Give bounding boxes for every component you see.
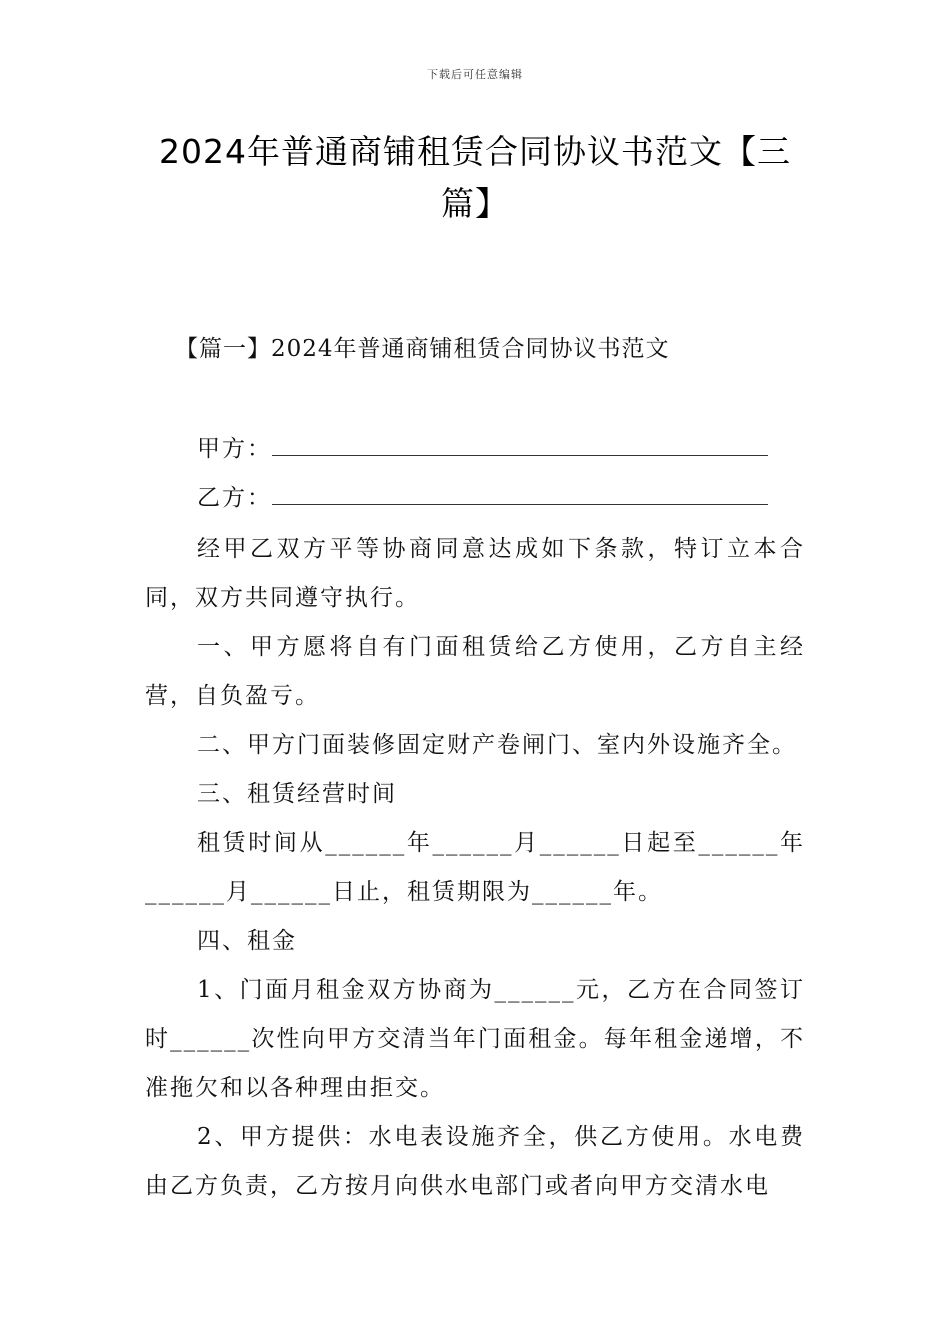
- party-b-blank: [272, 476, 768, 505]
- paragraph-rent-2: 2、甲方提供：水电表设施齐全，供乙方使用。水电费由乙方负责，乙方按月向供水电部门或者向甲方交清水电: [145, 1124, 805, 1199]
- party-b-label: 乙方：: [197, 485, 272, 511]
- party-a-label: 甲方：: [197, 436, 272, 462]
- paragraph-rent-1: 1、门面月租金双方协商为______元，乙方在合同签订时______次性向甲方交清当年门面租金。每年租金递增，不准拖欠和以各种理由拒交。: [145, 977, 805, 1101]
- paragraph-intro: 经甲乙双方平等协商同意达成如下条款，特订立本合同，双方共同遵守执行。: [145, 536, 805, 611]
- header-note: 下载后可任意编辑: [427, 68, 523, 81]
- document-title: 2024年普通商铺租赁合同协议书范文【三篇】: [159, 132, 791, 223]
- party-a-line: [145, 425, 805, 474]
- paragraph-clause-3-heading: 三、租赁经营时间: [197, 781, 397, 807]
- paragraph-clause-2: 二、甲方门面装修固定财产卷闸门、室内外设施齐全。: [197, 732, 797, 758]
- contract-body: [145, 525, 805, 1211]
- party-b-line: [145, 474, 805, 523]
- party-a-blank: [272, 427, 768, 456]
- party-block: [145, 425, 805, 523]
- paragraph-clause-1: 一、甲方愿将自有门面租赁给乙方使用，乙方自主经营，自负盈亏。: [145, 634, 805, 709]
- section-heading: 【篇一】2024年普通商铺租赁合同协议书范文: [175, 336, 670, 362]
- paragraph-lease-period: 租赁时间从______年______月______日起至______年______月______日止，租赁期限为______年。: [145, 830, 805, 905]
- paragraph-clause-4-heading: 四、租金: [197, 928, 297, 954]
